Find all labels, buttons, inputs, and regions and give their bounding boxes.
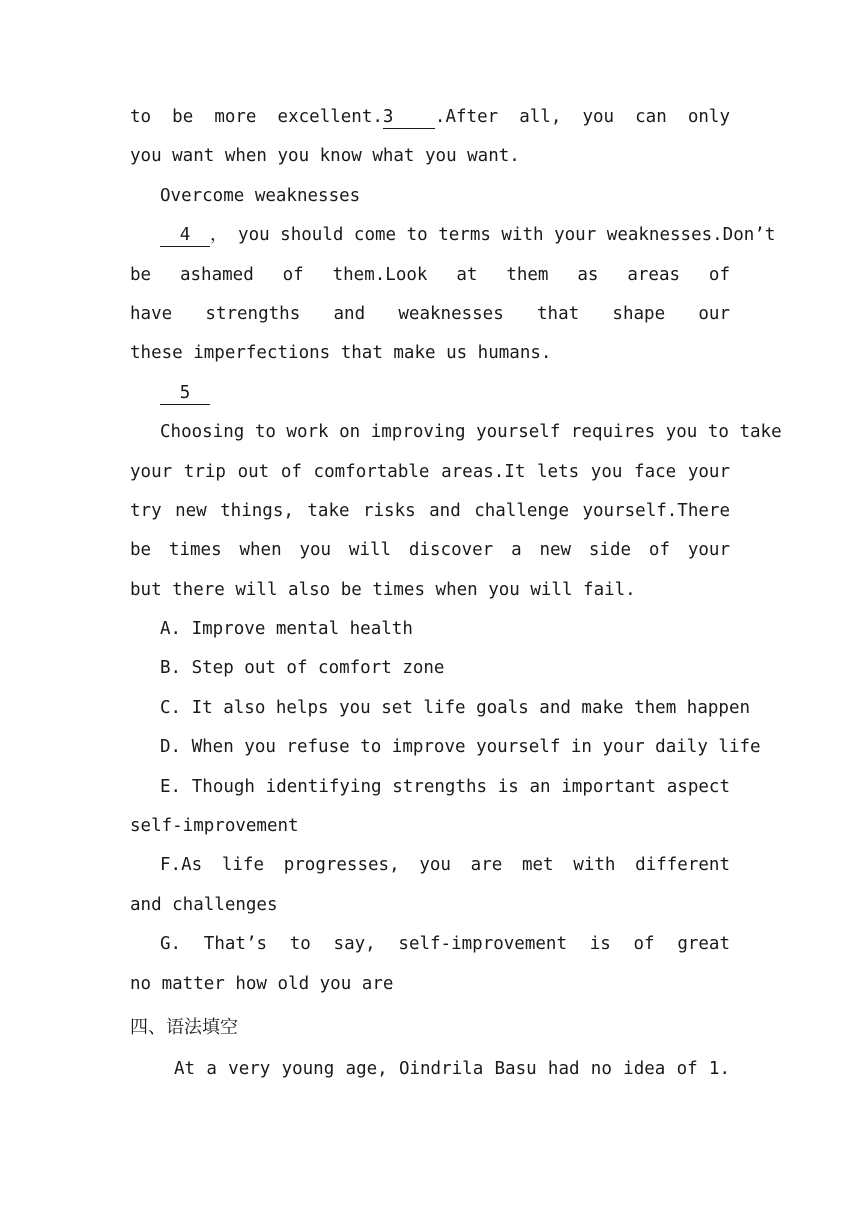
passage-text: to be more excellent. [130,107,383,127]
passage-line: be times when you will discover a new side of your [130,540,730,561]
option-e: E. Though identifying strengths is an important aspect [160,776,730,797]
passage-text: ， you should come to terms with your weaknesses.Don’t [210,225,776,246]
option-a: A. Improve mental health [160,619,413,640]
passage-line [130,374,730,413]
option-f-continued: and challenges [130,894,278,915]
passage-line: Choosing to work on improving yourself requires you to take [160,422,782,443]
option-f: F.As life progresses, you are met with different [160,855,730,876]
passage-line: be ashamed of them.Look at them as areas of [130,264,730,285]
option-b: B. Step out of comfort zone [160,658,445,679]
document-page [130,98,782,1090]
subheading-overcome-weaknesses: Overcome weaknesses [160,185,361,206]
passage-line: your trip out of comfortable areas.It lets you face your [130,461,730,482]
passage-line: you want when you know what you want. [130,146,520,167]
passage-line: try new things, take risks and challenge yourself.There [130,500,730,521]
passage-line: but there will also be times when you will fail. [130,579,636,600]
answer-blank-3: 3 [383,106,435,129]
passage-line: have strengths and weaknesses that shape our [130,303,730,324]
passage-line [130,98,730,137]
answer-blank-4: 4 [160,224,210,247]
option-g-continued: no matter how old you are [130,973,394,994]
passage-line [130,216,776,255]
answer-blank-5: 5 [160,382,210,405]
option-e-continued: self-improvement [130,816,299,837]
option-d: D. When you refuse to improve yourself in your daily life [160,737,761,758]
section-heading: 四、语法填空 [130,1016,238,1038]
passage-text: .After all, you can only [434,107,730,127]
option-g: G. That’s to say, self-improvement is of great [160,934,730,955]
passage-line: At a very young age, Oindrila Basu had no idea of 1. [174,1059,730,1080]
passage-line: these imperfections that make us humans. [130,343,552,364]
option-c: C. It also helps you set life goals and make them happen [160,697,751,718]
